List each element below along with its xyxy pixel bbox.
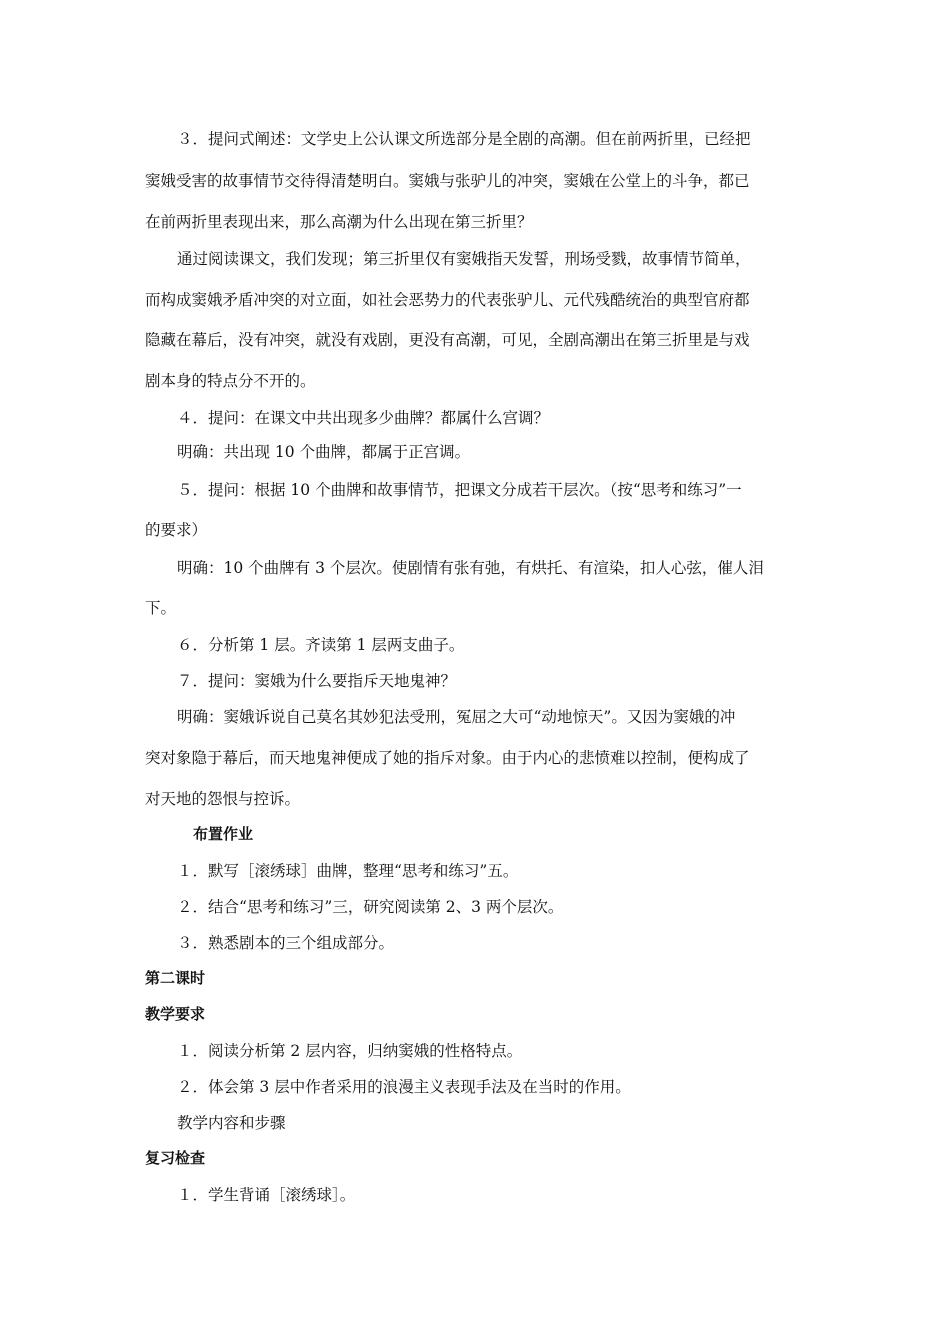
paragraph-line: 的要求） bbox=[145, 521, 208, 539]
paragraph-line: 明确：10 个曲牌有 3 个层次。使剧情有张有弛，有烘托、有渲染，扣人心弦，催人泪 bbox=[177, 559, 764, 577]
paragraph-line: 对天地的怨恨与控诉。 bbox=[145, 790, 301, 808]
paragraph-line: ７．提问：窦娥为什么要指斥天地鬼神？ bbox=[177, 672, 457, 690]
section-heading: 复习检查 bbox=[145, 1149, 206, 1167]
paragraph-line: 在前两折里表现出来，那么高潮为什么出现在第三折里？ bbox=[145, 213, 533, 231]
paragraph-line: 明确：共出现 10 个曲牌，都属于正宫调。 bbox=[177, 443, 471, 461]
paragraph-line: 明确：窦娥诉说自己莫名其妙犯法受刑，冤屈之大可“动地惊天”。又因为窦娥的冲 bbox=[177, 708, 736, 726]
paragraph-line: ５．提问：根据 10 个曲牌和故事情节，把课文分成若干层次。（按“思考和练习”一 bbox=[177, 481, 742, 499]
paragraph-line: ６．分析第 1 层。齐读第 1 层两支曲子。 bbox=[177, 636, 465, 654]
paragraph-line: ３．熟悉剧本的三个组成部分。 bbox=[177, 934, 395, 952]
paragraph-line: ２．结合“思考和练习”三，研究阅读第 2、3 两个层次。 bbox=[177, 898, 564, 916]
paragraph-line: １．阅读分析第 2 层内容，归纳窦娥的性格特点。 bbox=[177, 1042, 523, 1060]
section-heading: 第二课时 bbox=[145, 969, 206, 987]
paragraph-line: 教学内容和步骤 bbox=[177, 1114, 286, 1132]
paragraph-line: 突对象隐于幕后，而天地鬼神便成了她的指斥对象。由于内心的悲愤难以控制，便构成了 bbox=[145, 749, 750, 767]
paragraph-line: 下。 bbox=[145, 599, 177, 617]
paragraph-line: １．学生背诵［滚绣球］。 bbox=[177, 1186, 356, 1204]
paragraph-line: ３．提问式阐述：文学史上公认课文所选部分是全剧的高潮。但在前两折里，已经把 bbox=[177, 130, 751, 148]
paragraph-line: 通过阅读课文，我们发现；第三折里仅有窦娥指天发誓，刑场受戮，故事情节简单， bbox=[177, 250, 751, 268]
paragraph-line: ４．提问：在课文中共出现多少曲牌？都属什么宫调？ bbox=[177, 409, 550, 427]
paragraph-line: 而构成窦娥矛盾冲突的对立面，如社会恶势力的代表张驴儿、元代残酷统治的典型官府都 bbox=[145, 291, 750, 309]
section-heading: 布置作业 bbox=[193, 825, 254, 843]
section-heading: 教学要求 bbox=[145, 1005, 206, 1023]
paragraph-line: １．默写［滚绣球］曲牌，整理“思考和练习”五。 bbox=[177, 862, 519, 880]
paragraph-line: ２．体会第 3 层中作者采用的浪漫主义表现手法及在当时的作用。 bbox=[177, 1078, 631, 1096]
paragraph-line: 隐藏在幕后，没有冲突，就没有戏剧，更没有高潮，可见，全剧高潮出在第三折里是与戏 bbox=[145, 331, 750, 349]
paragraph-line: 窦娥受害的故事情节交待得清楚明白。窦娥与张驴儿的冲突，窦娥在公堂上的斗争，都已 bbox=[145, 172, 750, 190]
paragraph-line: 剧本身的特点分不开的。 bbox=[145, 372, 316, 390]
